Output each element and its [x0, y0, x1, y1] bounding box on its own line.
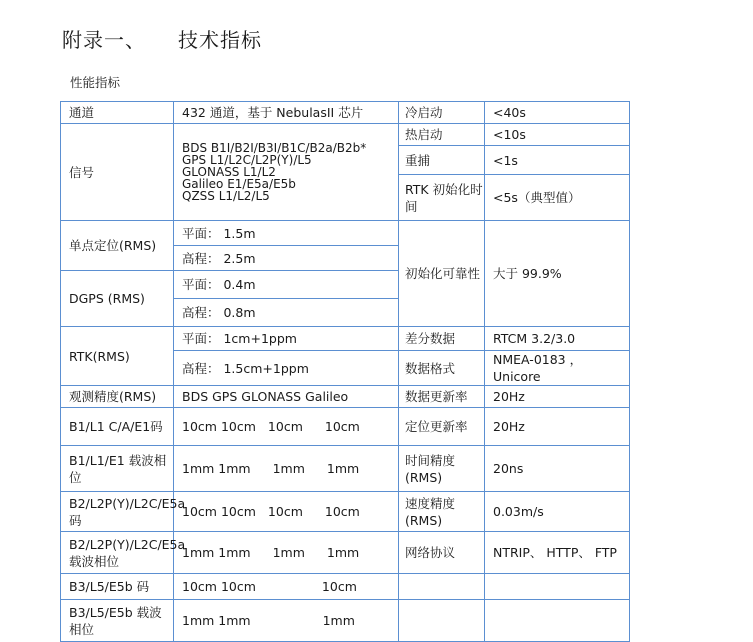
update-label: 数据更新率 — [399, 386, 485, 408]
b3cp-label: B3/L5/E5b 载波相位 — [61, 600, 174, 642]
b3c-galileo: 10cm — [321, 579, 357, 594]
b1cp-values — [174, 446, 399, 492]
b2c-label: B2/L2P(Y)/L2C/E5a 码 — [61, 492, 174, 532]
signal-galileo: Galileo E1/E5a/E5b — [182, 177, 296, 191]
b2cp-galileo: 1mm — [326, 545, 360, 560]
b1ca-galileo: 10cm — [324, 419, 360, 434]
vel-value: 0.03m/s — [485, 492, 630, 532]
dgps-horizontal: 平面： 0.4m — [174, 271, 399, 299]
b3cp-values — [174, 600, 399, 642]
b3cp-gps: 1mm — [218, 613, 251, 628]
cold-start-label: 冷启动 — [399, 102, 485, 124]
b3cp-galileo: 1mm — [322, 613, 355, 628]
hot-start-label: 热启动 — [399, 124, 485, 146]
reliability-value: 大于 99.9% — [485, 221, 630, 327]
b1cp-gps: 1mm — [218, 461, 251, 476]
b2cp-glonass: 1mm — [272, 545, 305, 560]
rtk-label: RTK(RMS) — [61, 327, 174, 386]
b1ca-values — [174, 408, 399, 446]
channel-value: 432 通道，基于 NebulasII 芯片 — [174, 102, 399, 124]
obs-glonass: GLONASS — [241, 389, 302, 404]
b2cp-values — [174, 532, 399, 574]
b2c-gps: 10cm — [220, 504, 256, 519]
channel-label: 通道 — [61, 102, 174, 124]
empty-cell-3 — [399, 600, 485, 642]
b2c-glonass: 10cm — [267, 504, 303, 519]
format-label: 数据格式 — [399, 351, 485, 386]
b1cp-glonass: 1mm — [272, 461, 305, 476]
single-horizontal: 平面： 1.5m — [174, 221, 399, 246]
b1cp-bds: 1mm — [182, 461, 215, 476]
reacq-label: 重捕 — [399, 146, 485, 175]
b3c-label: B3/L5/E5b 码 — [61, 574, 174, 600]
spec-table — [60, 101, 630, 642]
reacq-value: <1s — [485, 146, 630, 175]
b2c-galileo: 10cm — [324, 504, 360, 519]
section-title: 性能指标 — [70, 75, 121, 90]
b3cp-bds: 1mm — [182, 613, 215, 628]
obs-systems — [174, 386, 399, 408]
format-value: NMEA-0183 ，Unicore — [485, 351, 630, 386]
b1cp-galileo: 1mm — [326, 461, 360, 476]
signal-gps: GPS L1/L2C/L2P(Y)/L5 — [182, 153, 312, 167]
page-heading — [62, 24, 262, 53]
b1ca-gps: 10cm — [220, 419, 256, 434]
b3c-values — [174, 574, 399, 600]
pos-rate-label: 定位更新率 — [399, 408, 485, 446]
signal-glonass: GLONASS L1/L2 — [182, 165, 276, 179]
dgps-label: DGPS (RMS) — [61, 271, 174, 327]
signal-bds: BDS B1I/B2I/B3I/B1C/B2a/B2b* — [182, 141, 367, 155]
hot-start-value: <10s — [485, 124, 630, 146]
signal-list — [174, 124, 399, 221]
pos-rate-value: 20Hz — [485, 408, 630, 446]
signal-qzss: QZSS L1/L2/L5 — [182, 189, 270, 203]
update-value: 20Hz — [485, 386, 630, 408]
obs-bds: BDS — [182, 389, 209, 404]
b1ca-bds: 10cm — [182, 419, 217, 434]
rtk-init-value: <5s（典型值） — [485, 175, 630, 221]
b3c-bds: 10cm — [182, 579, 217, 594]
rtk-vertical: 高程： 1.5cm+1ppm — [174, 351, 399, 386]
obs-galileo: Galileo — [305, 389, 349, 404]
b1ca-label: B1/L1 C/A/E1码 — [61, 408, 174, 446]
b2c-values — [174, 492, 399, 532]
obs-gps: GPS — [212, 389, 238, 404]
time-value: 20ns — [485, 446, 630, 492]
dgps-vertical: 高程： 0.8m — [174, 299, 399, 327]
signal-label: 信号 — [61, 124, 174, 221]
vel-label: 速度精度(RMS) — [399, 492, 485, 532]
single-label: 单点定位(RMS) — [61, 221, 174, 271]
diff-value: RTCM 3.2/3.0 — [485, 327, 630, 351]
b1cp-label: B1/L1/E1 载波相位 — [61, 446, 174, 492]
empty-cell-1 — [399, 574, 485, 600]
reliability-label: 初始化可靠性 — [399, 221, 485, 327]
b3c-gps: 10cm — [220, 579, 256, 594]
rtk-init-label: RTK 初始化时间 — [399, 175, 485, 221]
b2cp-gps: 1mm — [218, 545, 251, 560]
rtk-horizontal: 平面： 1cm+1ppm — [174, 327, 399, 351]
single-vertical: 高程： 2.5m — [174, 246, 399, 271]
empty-cell-2 — [485, 574, 630, 600]
heading-sub: 技术指标 — [178, 28, 262, 52]
empty-cell-4 — [485, 600, 630, 642]
net-value: NTRIP、 HTTP、 FTP — [485, 532, 630, 574]
b1ca-glonass: 10cm — [267, 419, 303, 434]
diff-label: 差分数据 — [399, 327, 485, 351]
heading-main: 附录一、 — [62, 28, 146, 52]
obs-label: 观测精度(RMS) — [61, 386, 174, 408]
time-label: 时间精度(RMS) — [399, 446, 485, 492]
b2c-bds: 10cm — [182, 504, 217, 519]
b2cp-label: B2/L2P(Y)/L2C/E5a 载波相位 — [61, 532, 174, 574]
cold-start-value: <40s — [485, 102, 630, 124]
net-label: 网络协议 — [399, 532, 485, 574]
b2cp-bds: 1mm — [182, 545, 215, 560]
